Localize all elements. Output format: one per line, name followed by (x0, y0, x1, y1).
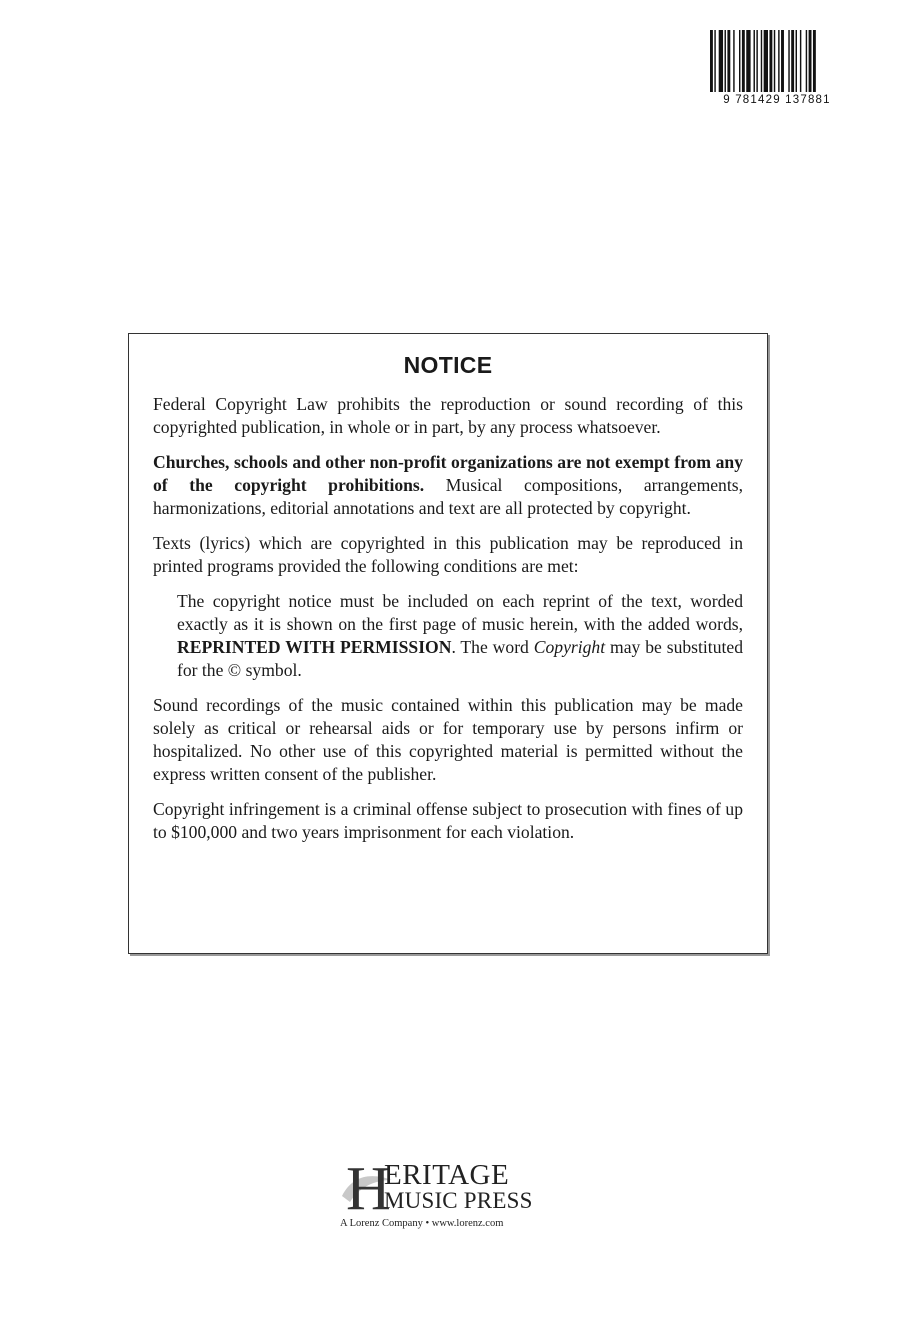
logo-music-press-text: MUSIC PRESS (384, 1188, 533, 1213)
not-exempt-bold: Churches, schools and other non-profit organizations are not exempt from any of the copyright prohibitions. (153, 452, 743, 495)
barcode-bar (813, 30, 816, 92)
copyright-word: Copyright (533, 637, 606, 657)
barcode-bar (774, 30, 775, 92)
barcode-bar (727, 30, 730, 92)
barcode-bar (806, 30, 807, 92)
barcode-bar (719, 30, 723, 92)
barcode-bars (710, 30, 844, 92)
barcode-bar (764, 30, 768, 92)
barcode-bar (781, 30, 784, 92)
barcode-bar (796, 30, 797, 92)
logo-heritage-text: ERITAGE (384, 1159, 510, 1191)
conditions-part-a: The copyright notice must be included on each reprint of the text, worded exactly as it is shown on the first page of music herein, with the added words, (177, 591, 743, 634)
reprinted-with-permission: REPRINTED WITH PERMISSION (177, 637, 452, 657)
notice-paragraph-federal-law: Federal Copyright Law prohibits the reproduction or sound recording of this copyrighted publication, in whole or in part, by any process whatsoever. (153, 394, 743, 437)
barcode-bar (733, 30, 734, 92)
isbn-barcode (710, 30, 844, 106)
notice-paragraph-texts: Texts (lyrics) which are copyrighted in this publication may be reproduced in printed programs provided the following conditions are met: (153, 533, 743, 576)
barcode-bar (791, 30, 794, 92)
copyright-notice-box (128, 333, 768, 954)
barcode-bar (754, 30, 755, 92)
barcode-bar (742, 30, 745, 92)
barcode-bar (714, 30, 715, 92)
conditions-part-c: may be substituted for the © symbol. (177, 637, 743, 680)
barcode-bar (778, 30, 779, 92)
heritage-music-press-logo (340, 1155, 570, 1238)
notice-paragraph-infringement: Copyright infringement is a criminal offense subject to prosecution with fines of up to $100,000 and two years imprisonment for each violation. (153, 799, 743, 842)
barcode-bar (761, 30, 762, 92)
barcode-bar (710, 30, 713, 92)
barcode-number: 9 781429 137881 (723, 94, 831, 106)
barcode-bar (756, 30, 757, 92)
barcode-bar (800, 30, 801, 92)
barcode-bar (725, 30, 726, 92)
not-exempt-rest: Musical compositions, arrangements, harmonizations, editorial annotations and text are all protected by copyright. (153, 475, 743, 518)
conditions-part-b: . The word (451, 637, 534, 657)
barcode-bar (809, 30, 812, 92)
notice-paragraph-sound-recordings: Sound recordings of the music contained within this publication may be made solely as critical or rehearsal aids or for temporary use by persons infirm or hospitalized. No other use of this copyrighted material is permitted without the express written consent of the publisher. (153, 695, 743, 784)
barcode-bar (769, 30, 772, 92)
logo-initial: H (346, 1155, 391, 1223)
logo-tagline: A Lorenz Company • www.lorenz.com (340, 1218, 504, 1229)
barcode-bar (746, 30, 750, 92)
notice-paragraph-not-exempt (153, 451, 743, 520)
barcode-bar (739, 30, 740, 92)
notice-paragraph-conditions (177, 590, 743, 682)
notice-title: NOTICE (403, 352, 493, 378)
barcode-bar (788, 30, 789, 92)
